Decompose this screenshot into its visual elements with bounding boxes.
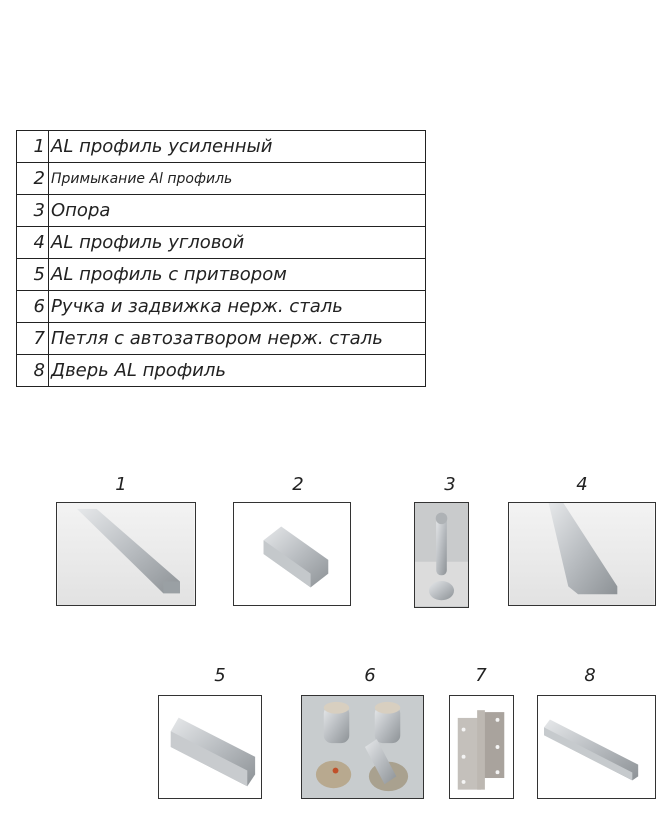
row-number: 8 xyxy=(17,355,49,387)
photo-label-2: 2 xyxy=(292,474,304,495)
photo-corner-profile xyxy=(508,502,656,606)
row-name: AL профиль усиленный xyxy=(49,131,426,163)
row-name: Дверь AL профиль xyxy=(49,355,426,387)
photo-label-5: 5 xyxy=(214,665,226,686)
row-number: 4 xyxy=(17,227,49,259)
photo-label-3: 3 xyxy=(444,474,456,495)
photo-label-6: 6 xyxy=(364,665,376,686)
photo-reinforced-profile xyxy=(56,502,196,606)
table-row xyxy=(17,227,426,259)
table-row xyxy=(17,163,426,195)
row-name: AL профиль угловой xyxy=(49,227,426,259)
table-row xyxy=(17,131,426,163)
row-name: Примыкание Al профиль xyxy=(49,163,426,195)
table-row xyxy=(17,291,426,323)
row-name: Опора xyxy=(49,195,426,227)
table-row xyxy=(17,355,426,387)
photo-support-leg xyxy=(414,502,469,608)
photo-rebated-profile xyxy=(158,695,262,799)
row-number: 5 xyxy=(17,259,49,291)
photo-label-1: 1 xyxy=(115,474,127,495)
row-number: 7 xyxy=(17,323,49,355)
row-name: AL профиль с притвором xyxy=(49,259,426,291)
table-row xyxy=(17,195,426,227)
photo-handle-latch xyxy=(301,695,424,799)
parts-table xyxy=(16,130,426,387)
row-number: 6 xyxy=(17,291,49,323)
row-name: Петля с автозатвором нерж. сталь xyxy=(49,323,426,355)
photo-label-7: 7 xyxy=(475,665,487,686)
row-number: 2 xyxy=(17,163,49,195)
row-name: Ручка и задвижка нерж. сталь xyxy=(49,291,426,323)
table-row xyxy=(17,323,426,355)
photo-abutment-profile xyxy=(233,502,351,606)
photo-door-profile xyxy=(537,695,656,799)
row-number: 1 xyxy=(17,131,49,163)
table-row xyxy=(17,259,426,291)
photo-self-closing-hinge xyxy=(449,695,514,799)
photo-label-4: 4 xyxy=(576,474,588,495)
photo-label-8: 8 xyxy=(584,665,596,686)
row-number: 3 xyxy=(17,195,49,227)
